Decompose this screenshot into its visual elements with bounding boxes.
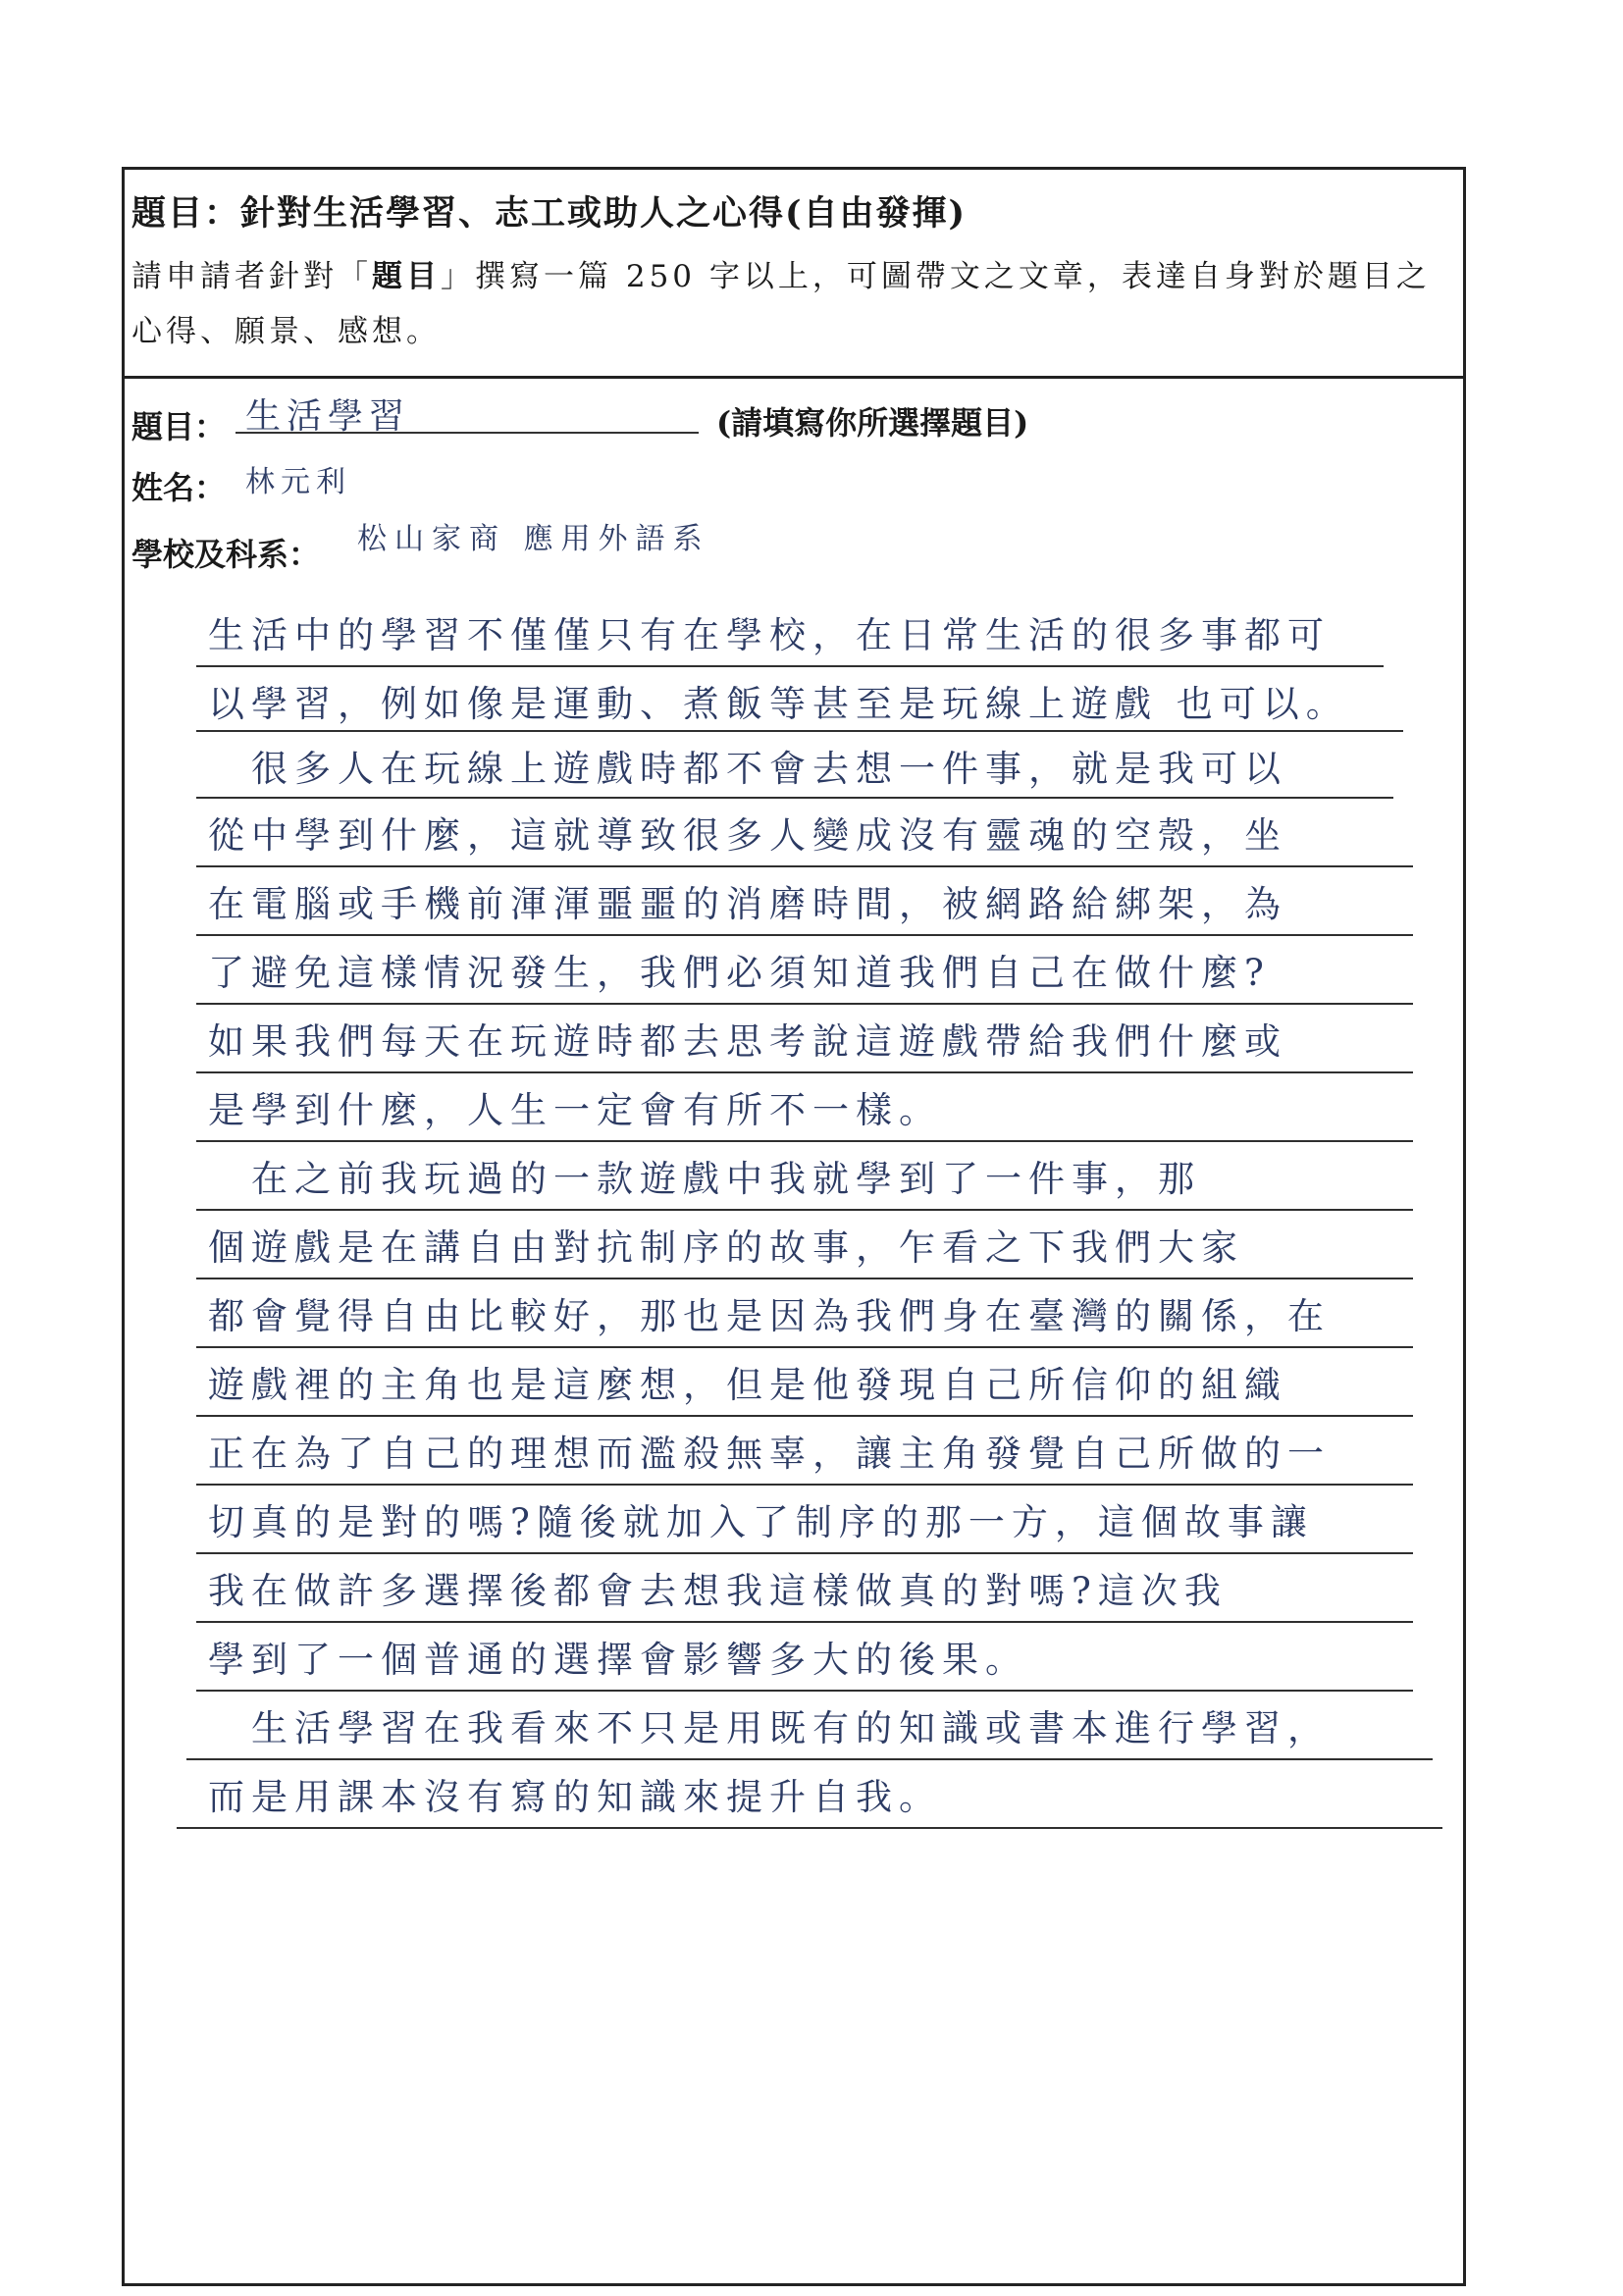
- topic-underline: [236, 432, 699, 434]
- essay-rule: [196, 934, 1413, 936]
- essay-line: 學到了一個普通的選擇會影響多大的後果。: [208, 1639, 1028, 1681]
- essay-line: 從中學到什麼，這就導致很多人變成沒有靈魂的空殼，坐: [208, 814, 1287, 857]
- essay-rule: [177, 1827, 1442, 1829]
- essay-line: 正在為了自己的理想而濫殺無辜，讓主角發覺自己所做的一: [208, 1433, 1331, 1475]
- prompt-description-part2: 」撰寫一篇 250 字以上，可圖帶文之文章，表達自身對於題目之心得、願景、感想。: [131, 259, 1431, 349]
- essay-line: 而是用課本沒有寫的知識來提升自我。: [208, 1776, 942, 1818]
- essay-rule: [196, 1552, 1413, 1554]
- essay-rule: [196, 1140, 1413, 1142]
- essay-rule: [196, 1209, 1413, 1211]
- essay-line: 很多人在玩線上遊戲時都不會去想一件事，就是我可以: [208, 748, 1287, 790]
- school-value: 松山家商 應用外語系: [357, 522, 710, 556]
- essay-rule: [186, 1758, 1433, 1760]
- essay-rule: [196, 865, 1413, 867]
- prompt-description-part1: 請申請者針對「: [131, 259, 372, 294]
- essay-rule: [196, 1415, 1413, 1417]
- essay-line: 生活中的學習不僅僅只有在學校，在日常生活的很多事都可: [208, 614, 1331, 656]
- essay-rule: [196, 1621, 1413, 1623]
- essay-rule: [196, 1071, 1413, 1073]
- essay-line: 以學習，例如像是運動、煮飯等甚至是玩線上遊戲 也可以。: [208, 683, 1349, 725]
- essay-rule: [196, 1278, 1413, 1279]
- essay-rule: [196, 1690, 1413, 1692]
- essay-rule: [196, 1003, 1413, 1005]
- essay-rule: [196, 1346, 1413, 1348]
- essay-line: 生活學習在我看來不只是用既有的知識或書本進行學習，: [208, 1707, 1331, 1749]
- essay-rule: [196, 797, 1393, 799]
- essay-line: 在之前我玩過的一款遊戲中我就學到了一件事，那: [208, 1158, 1201, 1200]
- essay-line: 切真的是對的嗎?隨後就加入了制序的那一方，這個故事讓: [208, 1501, 1314, 1543]
- prompt-title: 題目：針對生活學習、志工或助人之心得(自由發揮): [131, 193, 968, 234]
- essay-line: 遊戲裡的主角也是這麼想，但是他發現自己所信仰的組織: [208, 1364, 1287, 1406]
- prompt-description-bold: 題目: [372, 259, 441, 294]
- essay-line: 我在做許多選擇後都會去想我這樣做真的對嗎?這次我: [208, 1570, 1228, 1612]
- essay-rule: [196, 730, 1403, 732]
- name-label: 姓名：: [131, 469, 227, 506]
- name-value: 林元利: [245, 465, 351, 499]
- essay-line: 個遊戲是在講自由對抗制序的故事，乍看之下我們大家: [208, 1226, 1244, 1269]
- essay-line: 如果我們每天在玩遊時都去思考說這遊戲帶給我們什麼或: [208, 1020, 1287, 1063]
- essay-line: 了避免這樣情況發生，我們必須知道我們自己在做什麼?: [208, 952, 1271, 994]
- essay-line: 在電腦或手機前渾渾噩噩的消磨時間，被網路給綁架，為: [208, 883, 1287, 925]
- topic-label: 題目：: [131, 408, 227, 445]
- prompt-description: [131, 249, 1446, 359]
- essay-rule: [196, 665, 1384, 667]
- essay-line: 都會覺得自由比較好，那也是因為我們身在臺灣的關係，在: [208, 1295, 1331, 1337]
- school-label: 學校及科系：: [131, 536, 321, 573]
- essay-rule: [196, 1484, 1413, 1486]
- topic-note: (請填寫你所選擇題目): [716, 404, 1029, 442]
- essay-line: 是學到什麼，人生一定會有所不一樣。: [208, 1089, 942, 1131]
- topic-value: 生活學習: [245, 396, 411, 437]
